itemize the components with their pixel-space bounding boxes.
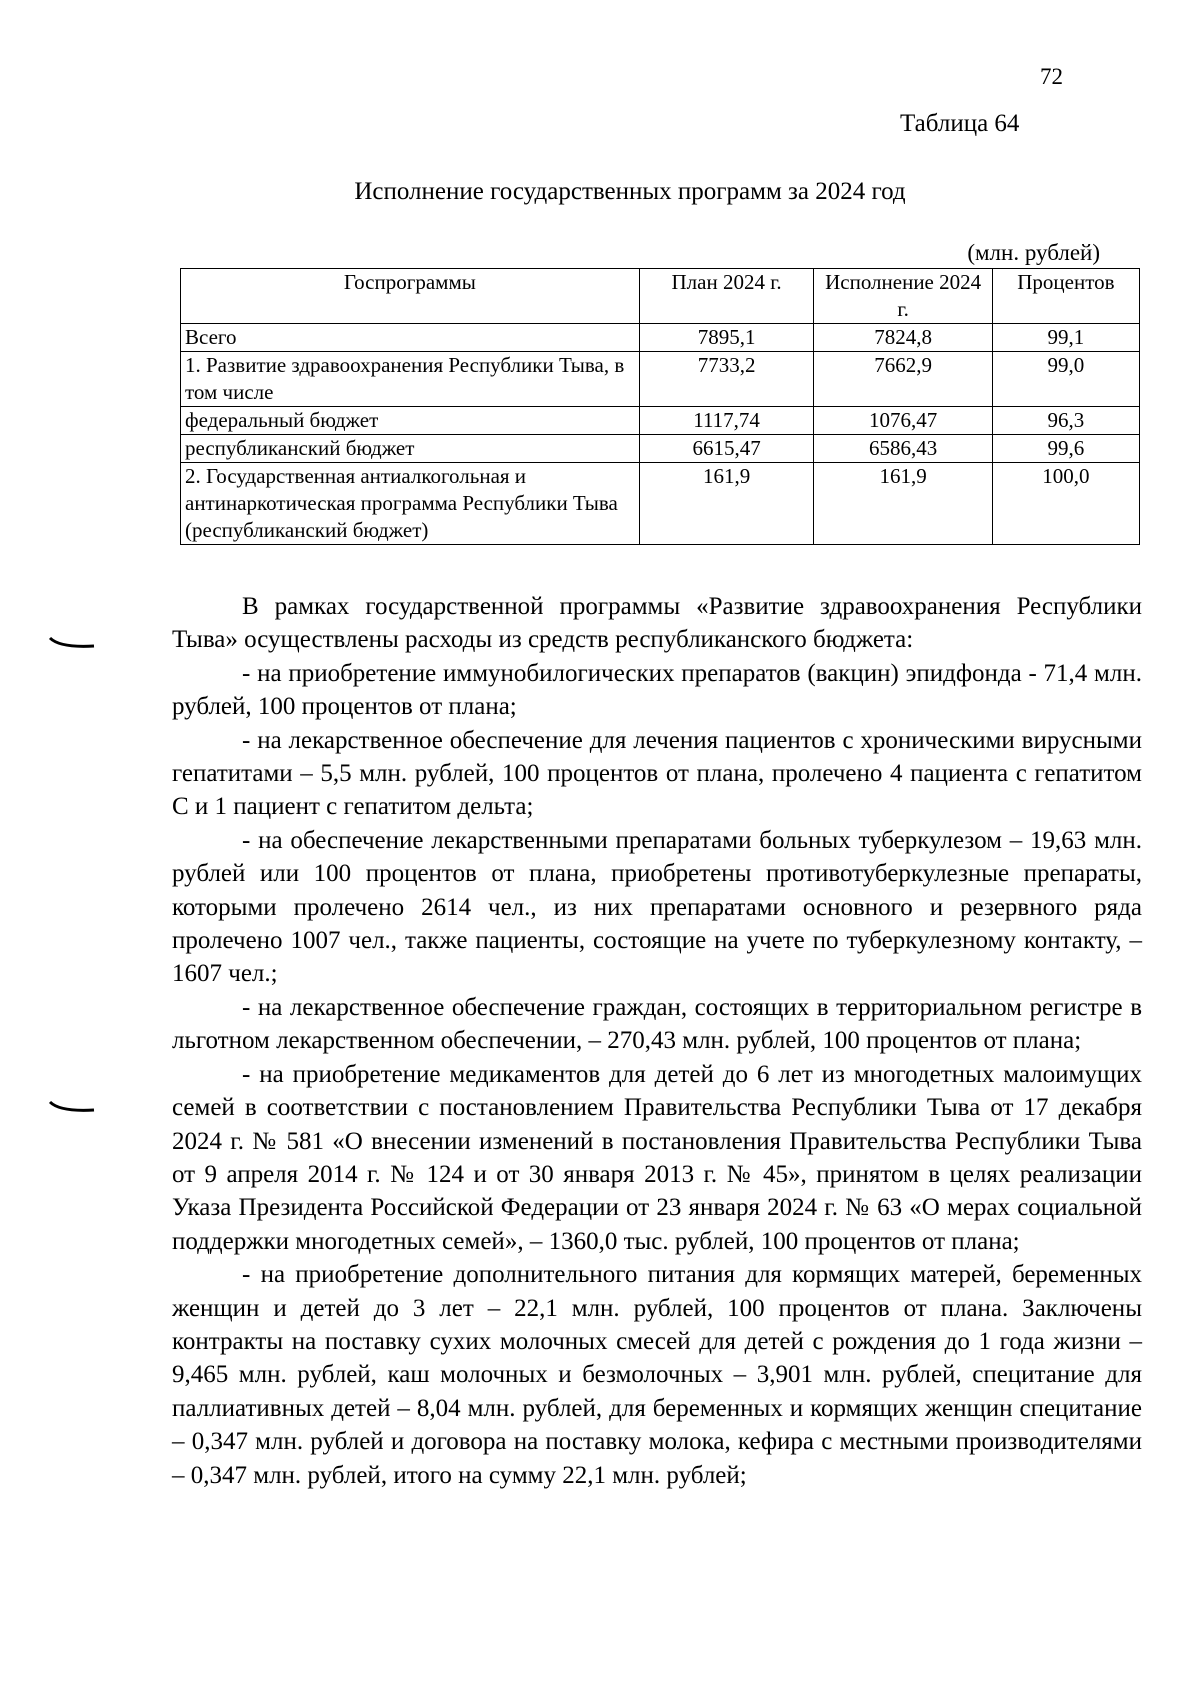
table-row (181, 463, 1140, 545)
cell-plan: 161,9 (639, 463, 814, 545)
cell-percent: 99,6 (992, 435, 1139, 463)
table-row (181, 407, 1140, 435)
cell-execution: 7824,8 (814, 324, 992, 352)
margin-mark-icon (48, 1100, 96, 1114)
cell-execution: 161,9 (814, 463, 992, 545)
margin-mark-icon (48, 636, 96, 650)
table-row (181, 324, 1140, 352)
paragraph: - на приобретение иммунобилогических препаратов (вакцин) эпидфонда - 71,4 млн. рублей, 100 процентов от плана; (172, 659, 1142, 721)
cell-percent: 96,3 (992, 407, 1139, 435)
document-title: Исполнение государственных программ за 2024 год (354, 178, 906, 205)
cell-plan: 7895,1 (639, 324, 814, 352)
paragraph: - на приобретение дополнительного питания для кормящих матерей, беременных женщин и детей до 3 лет – 22,1 млн. рублей, 100 процентов от плана. Заключены контракты на поставку сухих молочных смесей для детей с рождения до 1 года жизни – 9,465 млн. рублей, каш молочных и безмолочных – 3,901 млн. рублей, специтание для паллиативных детей – 8,04 млн. рублей, для беременных и кормящих женщин специтание – 0,347 млн. рублей и договора на поставку молока, кефира с местными производителями – 0,347 млн. рублей, итого на сумму 22,1 млн. рублей; (172, 1261, 1142, 1489)
table-row (181, 352, 1140, 407)
cell-plan: 1117,74 (639, 407, 814, 435)
cell-percent: 99,0 (992, 352, 1139, 407)
header-programs: Госпрограммы (181, 269, 640, 324)
table-label: Таблица 64 (900, 110, 1020, 137)
paragraph: - на лекарственное обеспечение граждан, состоящих в территориальном регистре в льготном лекарственном обеспечении, – 270,43 млн. рублей, 100 процентов от плана; (172, 993, 1142, 1055)
cell-execution: 6586,43 (814, 435, 992, 463)
cell-plan: 7733,2 (639, 352, 814, 407)
body-text (172, 590, 1142, 1492)
paragraph: В рамках государственной программы «Развитие здравоохранения Республики Тыва» осуществлены расходы из средств республиканского бюджета: (172, 593, 1142, 654)
cell-program: федеральный бюджет (181, 407, 640, 435)
paragraph: - на приобретение медикаментов для детей до 6 лет из многодетных малоимущих семей в соответствии с постановлением Правительства Республики Тыва от 17 декабря 2024 г. № 581 «О внесении изменений в постановления Правительства Республики Тыва от 9 апреля 2014 г. № 124 и от 30 января 2013 г. № 45», принятом в целях реализации Указа Президента Российской Федерации от 23 января 2024 г. № 63 «О мерах социальной поддержки многодетных семей», – 1360,0 тыс. рублей, 100 процентов от плана; (172, 1060, 1142, 1255)
table-row (181, 435, 1140, 463)
cell-program: 2. Государственная антиалкогольная и антинаркотическая программа Республики Тыва (республиканский бюджет) (181, 463, 640, 545)
cell-program: 1. Развитие здравоохранения Республики Тыва, в том числе (181, 352, 640, 407)
paragraph: - на обеспечение лекарственными препаратами больных туберкулезом – 19,63 млн. рублей или 100 процентов от плана, приобретены противотуберкулезные препараты, которыми пролечено 2614 чел., из них препаратами основного и резервного ряда пролечено 1007 чел., также пациенты, состоящие на учете по туберкулезному контакту, – 1607 чел.; (172, 826, 1142, 988)
cell-execution: 7662,9 (814, 352, 992, 407)
cell-plan: 6615,47 (639, 435, 814, 463)
cell-program: республиканский бюджет (181, 435, 640, 463)
header-percent: Процентов (992, 269, 1139, 324)
cell-percent: 100,0 (992, 463, 1139, 545)
cell-execution: 1076,47 (814, 407, 992, 435)
programs-table (180, 268, 1140, 545)
header-execution: Исполнение 2024 г. (814, 269, 992, 324)
paragraph: - на лекарственное обеспечение для лечения пациентов с хроническими вирусными гепатитами – 5,5 млн. рублей, 100 процентов от плана, пролечено 4 пациента с гепатитом С и 1 пациент с гепатитом дельта; (172, 726, 1142, 821)
page-number: 72 (1040, 64, 1063, 89)
table-header-row (181, 269, 1140, 324)
cell-program: Всего (181, 324, 640, 352)
header-plan: План 2024 г. (639, 269, 814, 324)
units-label: (млн. рублей) (967, 240, 1100, 265)
cell-percent: 99,1 (992, 324, 1139, 352)
